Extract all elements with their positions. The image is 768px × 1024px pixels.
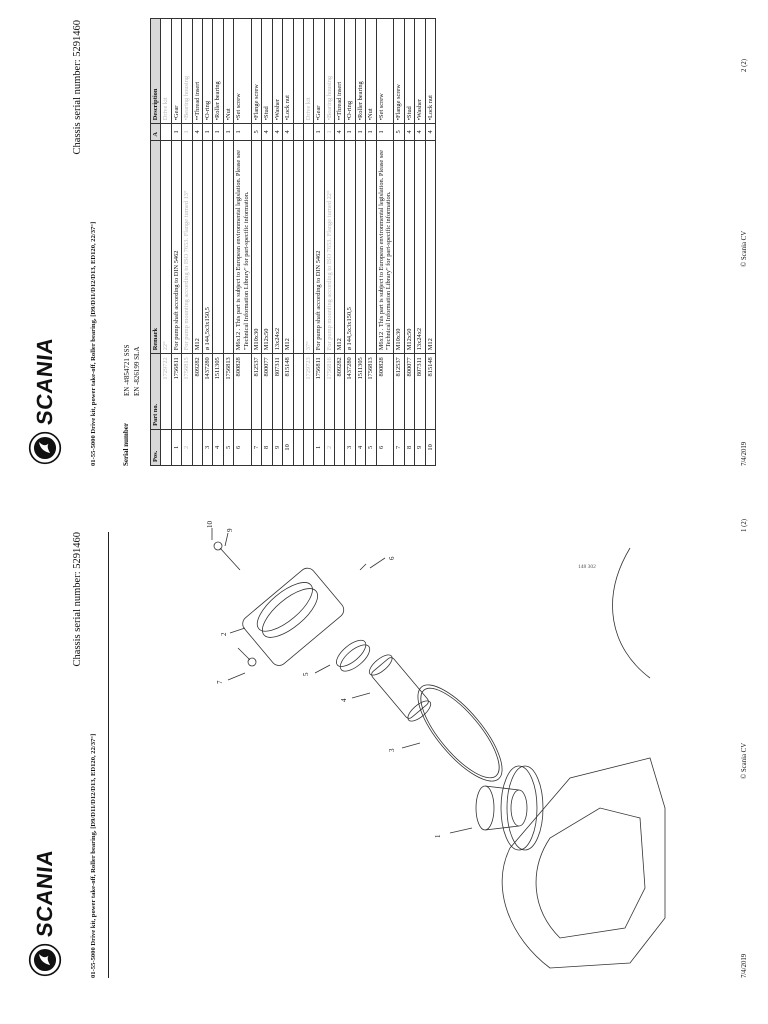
document-title: 01-55-5000 Drive kit, power take-off, Roller bearing, [D9/D11/D12/D13, ED120, 22/37°] — [90, 733, 97, 978]
cell-pos: 3 — [203, 429, 213, 465]
brand-wordmark: SCANIA — [32, 848, 57, 939]
cell-description: •Gear — [171, 19, 181, 124]
cell-a: 5 — [252, 124, 262, 140]
cell-a: 4 — [425, 124, 435, 140]
cell-pos — [192, 429, 202, 465]
table-row — [262, 19, 272, 466]
cell-remark: ø 144,5x3x150,5 — [203, 140, 213, 354]
table-row — [345, 19, 355, 466]
cell-a: 1 — [366, 124, 376, 140]
cell-a: 4 — [415, 124, 425, 140]
table-row — [272, 19, 282, 466]
cell-description: ••Thread insert — [192, 19, 202, 124]
cell-part-no: 1511305 — [213, 354, 223, 430]
cell-a: 1 — [376, 124, 394, 140]
cell-description: •Washer — [415, 19, 425, 124]
cell-part-no: 812537 — [252, 354, 262, 430]
griffin-emblem-icon — [28, 943, 62, 977]
cell-pos: 5 — [223, 429, 233, 465]
callout-10: 10 — [206, 521, 214, 528]
serial-number: EN -826199 SLA — [133, 346, 141, 396]
cell-remark: For pump mounting according to ISO 7653. Flange turned 22° — [324, 140, 334, 354]
cell-description: •Bearing housing — [324, 19, 334, 124]
cell-remark: M12x50 — [262, 140, 272, 354]
cell-part-no: 800828 — [234, 354, 252, 430]
exploded-drawing — [130, 518, 670, 978]
cell-pos — [334, 429, 344, 465]
cell-description: •Stud — [262, 19, 272, 124]
table-row — [425, 19, 435, 466]
cell-pos: 6 — [376, 429, 394, 465]
cell-pos: 9 — [415, 429, 425, 465]
cell-a: 1 — [314, 124, 324, 140]
cell-pos: 4 — [213, 429, 223, 465]
cell-part-no: 1756813 — [223, 354, 233, 430]
cell-remark — [213, 140, 223, 354]
chassis-serial: Chassis serial number: 5291460 — [72, 20, 83, 155]
cell-part-no: 1756811 — [171, 354, 181, 430]
cell-description: •Roller bearing — [355, 19, 365, 124]
cell-remark: M12x50 — [404, 140, 414, 354]
cell-remark — [223, 140, 233, 354]
table-row — [334, 19, 344, 466]
cell-a: 4 — [283, 124, 293, 140]
cell-a: 1 — [223, 124, 233, 140]
cell-description: •Stud — [404, 19, 414, 124]
cell-part-no: 815148 — [283, 354, 293, 430]
table-header-row — [151, 19, 161, 466]
page-1 — [0, 512, 768, 1024]
cell-part-no: 809282 — [192, 354, 202, 430]
col-header-part-no: Part no. — [151, 354, 161, 430]
cell-pos: 3 — [345, 429, 355, 465]
table-row — [203, 19, 213, 466]
footer-page-number: 2 (2) — [741, 58, 748, 72]
cell-pos: 2 — [182, 429, 192, 465]
cell-remark: For pump shaft according to DIN 5462 — [314, 140, 324, 354]
scania-logo — [28, 850, 62, 977]
cell-pos — [293, 429, 303, 465]
cell-remark: M6x12 . This part is subject to European environmental legislation. Please see "Technical Information Library" for part-specific information. — [376, 140, 394, 354]
cell-part-no: 1511305 — [355, 354, 365, 430]
cell-part-no: 800077 — [262, 354, 272, 430]
cell-description: Drive kit — [161, 19, 171, 124]
chassis-serial: Chassis serial number: 5291460 — [72, 532, 83, 667]
griffin-emblem-icon — [28, 431, 62, 465]
brand-wordmark: SCANIA — [32, 336, 57, 427]
parts-table-body — [161, 19, 436, 466]
table-row — [182, 19, 192, 466]
serial-number-list — [122, 345, 142, 396]
cell-pos: 8 — [404, 429, 414, 465]
cell-a: 1 — [345, 124, 355, 140]
cell-a: 4 — [334, 124, 344, 140]
cell-part-no: 807311 — [272, 354, 282, 430]
cell-a: 1 — [213, 124, 223, 140]
callout-2: 2 — [220, 632, 228, 636]
col-header-a: A — [151, 124, 161, 140]
footer-copyright: © Scania CV — [741, 742, 748, 779]
cell-part-no: 815148 — [425, 354, 435, 430]
cell-pos — [161, 429, 171, 465]
table-row — [314, 19, 324, 466]
callout-7: 7 — [216, 680, 224, 684]
cell-description: •Set screw — [376, 19, 394, 124]
table-row — [303, 19, 313, 466]
cell-description: •Lock nut — [425, 19, 435, 124]
callout-9: 9 — [226, 528, 234, 532]
cell-remark: M12 — [425, 140, 435, 354]
cell-a: 4 — [262, 124, 272, 140]
cell-description: •Nut — [366, 19, 376, 124]
cell-pos: 2 — [324, 429, 334, 465]
cell-part-no — [293, 354, 303, 430]
scania-logo — [28, 338, 62, 465]
cell-pos: 6 — [234, 429, 252, 465]
table-row — [252, 19, 262, 466]
table-row — [394, 19, 404, 466]
cell-description: •Roller bearing — [213, 19, 223, 124]
footer-date: 7/4/2019 — [741, 953, 748, 978]
table-row — [161, 19, 171, 466]
cell-a — [161, 124, 171, 140]
cell-part-no: 1729722 — [161, 354, 171, 430]
footer-page-number: 1 (2) — [741, 518, 748, 532]
cell-remark: For pump shaft according to DIN 5462 — [171, 140, 181, 354]
cell-part-no: 1756816 — [324, 354, 334, 430]
cell-pos: 1 — [314, 429, 324, 465]
cell-remark: 37° — [303, 140, 313, 354]
footer-date: 7/4/2019 — [741, 441, 748, 466]
cell-pos: 8 — [262, 429, 272, 465]
cell-description: •Flange screw — [394, 19, 404, 124]
cell-remark: ø 144,5x3x150,5 — [345, 140, 355, 354]
table-row — [366, 19, 376, 466]
cell-remark: M12 — [192, 140, 202, 354]
table-row — [404, 19, 414, 466]
cell-a: 4 — [404, 124, 414, 140]
table-row — [283, 19, 293, 466]
cell-remark: For pump mounting according to ISO 7653. Flange turned 13° — [182, 140, 192, 354]
cell-pos: 4 — [355, 429, 365, 465]
cell-a: 1 — [203, 124, 213, 140]
cell-remark — [366, 140, 376, 354]
cell-a: 4 — [192, 124, 202, 140]
cell-description: Drive kit — [303, 19, 313, 124]
table-row — [223, 19, 233, 466]
table-row — [376, 19, 394, 466]
cell-part-no: 807311 — [415, 354, 425, 430]
cell-description: •O-ring — [203, 19, 213, 124]
cell-pos — [303, 429, 313, 465]
table-row — [293, 19, 303, 466]
cell-remark — [293, 140, 303, 354]
cell-description: •Nut — [223, 19, 233, 124]
table-row — [234, 19, 252, 466]
callout-6: 6 — [388, 556, 396, 560]
table-row — [355, 19, 365, 466]
cell-a: 1 — [171, 124, 181, 140]
cell-pos: 7 — [252, 429, 262, 465]
cell-part-no: 800077 — [404, 354, 414, 430]
cell-part-no: 1437280 — [345, 354, 355, 430]
cell-description: •Flange screw — [252, 19, 262, 124]
callout-4: 4 — [340, 698, 348, 702]
drawing-code: 148 302 — [578, 564, 596, 570]
cell-a: 5 — [394, 124, 404, 140]
cell-part-no: 1756813 — [366, 354, 376, 430]
cell-remark: M6x12 . This part is subject to European environmental legislation. Please see "Technical Information Library" for part-specific information. — [234, 140, 252, 354]
callout-3: 3 — [388, 748, 396, 752]
cell-a — [303, 124, 313, 140]
cell-part-no: 809282 — [334, 354, 344, 430]
header-divider — [108, 532, 109, 978]
cell-pos: 7 — [394, 429, 404, 465]
cell-a: 1 — [355, 124, 365, 140]
footer-copyright: © Scania CV — [741, 230, 748, 267]
serial-number: EN -#854721 SSS — [123, 344, 131, 396]
table-row — [171, 19, 181, 466]
cell-pos: 5 — [366, 429, 376, 465]
cell-description: •Bearing housing — [182, 19, 192, 124]
cell-a: 1 — [182, 124, 192, 140]
cell-description: •Washer — [272, 19, 282, 124]
cell-description: •Gear — [314, 19, 324, 124]
cell-part-no: 1729723 — [303, 354, 313, 430]
cell-a: 1 — [324, 124, 334, 140]
cell-pos: 1 — [171, 429, 181, 465]
table-row — [324, 19, 334, 466]
cell-part-no: 1437280 — [203, 354, 213, 430]
cell-a: 4 — [272, 124, 282, 140]
cell-description: ••Thread insert — [334, 19, 344, 124]
table-row — [192, 19, 202, 466]
cell-remark: 22° — [161, 140, 171, 354]
cell-part-no: 1756811 — [314, 354, 324, 430]
cell-description: •O-ring — [345, 19, 355, 124]
cell-remark: 13x24x2 — [272, 140, 282, 354]
cell-remark: M10x30 — [394, 140, 404, 354]
cell-description — [293, 19, 303, 124]
cell-part-no: 812537 — [394, 354, 404, 430]
cell-part-no: 1756815 — [182, 354, 192, 430]
cell-part-no: 800828 — [376, 354, 394, 430]
table-row — [213, 19, 223, 466]
cell-remark: M10x30 — [252, 140, 262, 354]
cell-description: •Set screw — [234, 19, 252, 124]
serial-number-label: Serial number — [122, 423, 130, 466]
cell-pos: 10 — [283, 429, 293, 465]
callout-5: 5 — [302, 672, 310, 676]
col-header-remark: Remark — [151, 140, 161, 354]
parts-table — [150, 18, 436, 466]
document-title: 01-55-5000 Drive kit, power take-off, Roller bearing, [D9/D11/D12/D13, ED120, 22/37°] — [90, 221, 97, 466]
cell-description: •Lock nut — [283, 19, 293, 124]
table-row — [415, 19, 425, 466]
callout-1: 1 — [434, 834, 442, 838]
cell-a — [293, 124, 303, 140]
cell-a: 1 — [234, 124, 252, 140]
cell-remark: M12 — [334, 140, 344, 354]
cell-pos: 9 — [272, 429, 282, 465]
col-header-pos: Pos. — [151, 429, 161, 465]
cell-remark: 13x24x2 — [415, 140, 425, 354]
cell-pos: 10 — [425, 429, 435, 465]
col-header-description: Description — [151, 19, 161, 124]
cell-remark: M12 — [283, 140, 293, 354]
cell-remark — [355, 140, 365, 354]
